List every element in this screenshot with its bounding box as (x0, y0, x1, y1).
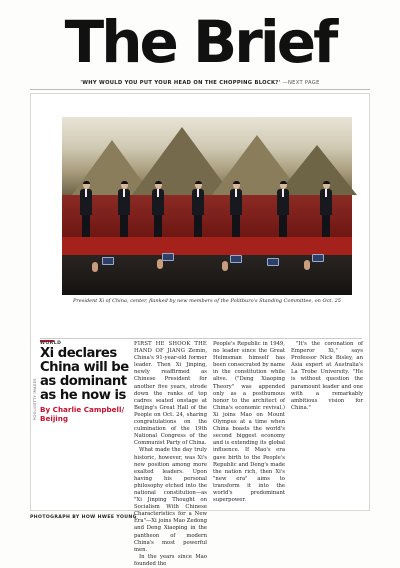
photo-figure (320, 181, 332, 237)
section-label: WORLD (40, 341, 62, 346)
photo-stage (62, 195, 352, 237)
photo-figure (80, 181, 92, 237)
photo-camera (312, 254, 324, 262)
article-paragraph: People's Republic in 1949, no leader since the Great Helmsman himself has been consecrated by name in the constitution while alive. ("Deng Xiaoping Theory" was appended only as a posthumous honor to the architect of China's economic revival.) Xi joins Mao on Mount Olympus at a time when China boasts the world's second biggest economy and is extending its global influence. If Mao's era gave birth to the People's Republic and Deng's made the nation rich, then Xi's "new era" aims to transform it into the world's predominant superpower. (213, 341, 285, 504)
masthead (0, 10, 400, 74)
photo-figure (277, 181, 289, 237)
photo-hand (92, 262, 98, 272)
paragraph-text: Zemin, China's 91-year-old former leader. Then Xi Jinping, newly reaffirmed as Chinese President for another five years, strode down the ranks of top cadres seated onstage at Beijing's Great Hall of the People on Oct. 24, sharing congratulations on the culmination of the 19th National Congress of the Communist Party of China. (134, 348, 208, 447)
next-page-teaser[interactable] (0, 80, 400, 86)
photo-figure (118, 181, 130, 237)
article-paragraph (134, 341, 207, 447)
photo-figure (192, 181, 204, 237)
section-divider (40, 338, 362, 339)
news-photo (62, 117, 352, 295)
photo-mountain (277, 145, 357, 195)
photo-credit: PHOTOGRAPH BY HOW HWEE YOUNG (30, 515, 137, 520)
article-paragraph: In the years since Mao founded the (134, 553, 207, 567)
photo-side-credit: POOL/GETTY IMAGES (33, 378, 37, 420)
photo-mural (62, 117, 352, 195)
photo-camera (162, 253, 174, 261)
lead-in: FIRST HE SHOOK THE HAND OF JIANG (134, 341, 207, 355)
article-column-2 (213, 341, 363, 511)
article-headline: Xi declares China will be as dominant as he now is (40, 346, 129, 403)
article-paragraph: "It's the coronation of Emperor Xi," says Professor Nick Bisley, an Asia expert at Australia's La Trobe University. "He is without question the paramount leader and one with a remarkably ambitious vision for China." (291, 341, 363, 411)
photo-caption: President Xi of China, center, flanked by new members of the Politburo's Standing Committee, on Oct. 25 (73, 298, 341, 304)
teaser-text: 'WHY WOULD YOU PUT YOUR HEAD ON THE CHOPPING BLOCK?' (80, 80, 281, 86)
photo-carpet (62, 237, 352, 255)
photo-camera (230, 255, 242, 263)
photo-figure (230, 181, 242, 237)
masthead-rule (30, 89, 370, 90)
article-paragraph: What made the day truly historic, however, was Xi's new position among more exalted leaders. Upon having his personal philosophy etched into the national constitution—as "Xi Jinping Thought on Socialism With Chinese Characteristics for a New Era"—Xi joins Mao Zedong and Deng Xiaoping in the pantheon of modern China's most powerful men. (134, 447, 207, 553)
masthead-title: The Brief (64, 8, 336, 76)
teaser-page-ref: —NEXT PAGE (282, 80, 320, 86)
photo-camera (267, 258, 279, 266)
photo-hand (304, 260, 310, 270)
photo-figure (152, 181, 164, 237)
photo-camera (102, 257, 114, 265)
article-column-1 (134, 341, 207, 568)
photo-hand (222, 261, 228, 271)
article-byline: By Charlie Campbell/ Beijing (40, 405, 125, 423)
